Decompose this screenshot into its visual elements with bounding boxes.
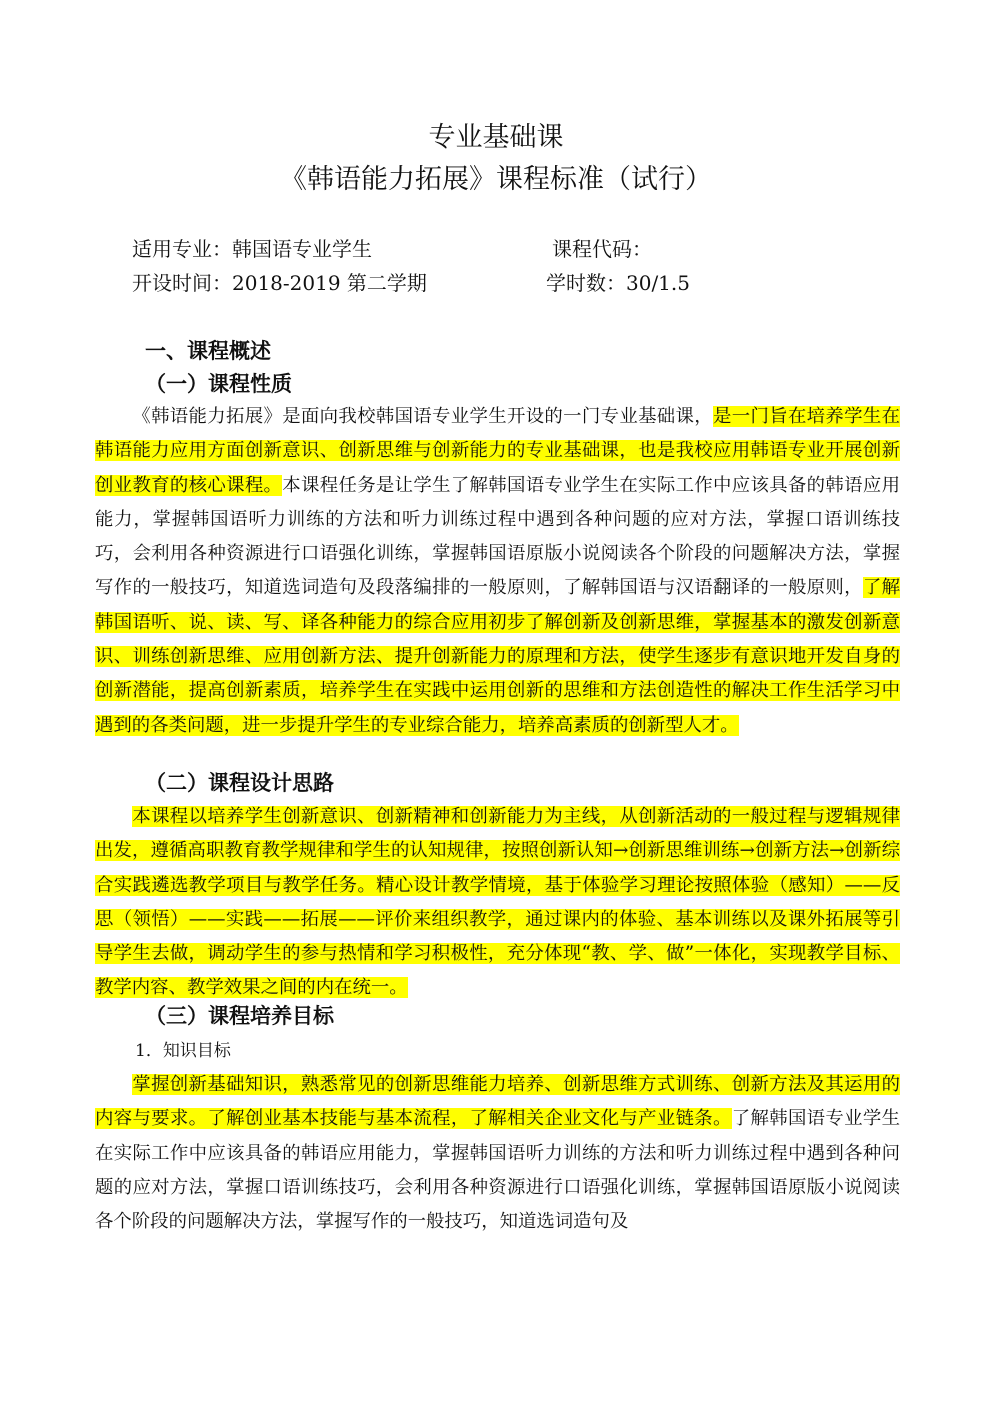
paragraph-text: 《韩语能力拓展》是面向我校韩国语专业学生开设的一门专业基础课， <box>132 406 714 427</box>
meta-hours: 学时数：30/1.5 <box>546 271 690 295</box>
paragraph-knowledge-goals <box>95 1068 900 1239</box>
paragraph-text: 本课程任务是让学生了解韩国语专业学生在实际工作中应该具备的韩语应用能力，掌握韩国语听力训练的方法和听力训练过程中遇到各种问题的应对方法，掌握口语训练技巧，会利用各种资源进行口语强化训练，掌握韩国语原版小说阅读各个阶段的问题解决方法，掌握写作的一般技巧，知道选词造句及段落编排的一般原则，了解韩国语与汉语翻译的一般原则， <box>95 474 900 599</box>
meta-term: 开设时间：2018-2019 第二学期 <box>132 271 427 295</box>
sub-heading-knowledge: 1．知识目标 <box>135 1041 231 1061</box>
section-heading-overview: 一、课程概述 <box>145 339 271 363</box>
document-title: 《韩语能力拓展》课程标准（试行） <box>280 164 712 195</box>
paragraph-design-idea <box>95 800 900 1006</box>
meta-major: 适用专业：韩国语专业学生 <box>132 237 372 261</box>
subsection-heading-goals: （三）课程培养目标 <box>145 1004 334 1028</box>
subsection-heading-nature: （一）课程性质 <box>145 372 292 396</box>
subsection-heading-design: （二）课程设计思路 <box>145 771 334 795</box>
course-category: 专业基础课 <box>428 122 564 153</box>
highlighted-text: 是一门旨在培养学生在韩语能力应用方面创新意识、创新思维与创新能力的专业基础课，也是我校应用韩语专业开展创新创业教育的核心课程。 <box>95 406 900 496</box>
highlighted-text: 掌握创新基础知识，熟悉常见的创新思维能力培养、创新思维方式训练、创新方法及其运用的内容与要求。了解创业基本技能与基本流程，了解相关企业文化与产业链条。 <box>95 1074 900 1130</box>
paragraph-text: 了解韩国语专业学生在实际工作中应该具备的韩语应用能力，掌握韩国语听力训练的方法和听力训练过程中遇到各种问题的应对方法，掌握口语训练技巧，会利用各种资源进行口语强化训练，掌握韩国语原版小说阅读各个阶段的问题解决方法，掌握写作的一般技巧，知道选词造句及 <box>95 1108 900 1233</box>
meta-course-code: 课程代码： <box>552 237 652 261</box>
paragraph-course-nature <box>95 400 900 743</box>
highlighted-text: 了解韩国语听、说、读、写、译各种能力的综合应用初步了解创新及创新思维，掌握基本的激发创新意识、训练创新思维、应用创新方法、提升创新能力的原理和方法，使学生逐步有意识地开发自身的创新潜能，提高创新素质，培养学生在实践中运用创新的思维和方法创造性的解决工作生活学习中遇到的各类问题，进一步提升学生的专业综合能力，培养高素质的创新型人才。 <box>95 577 900 736</box>
highlighted-text: 本课程以培养学生创新意识、创新精神和创新能力为主线，从创新活动的一般过程与逻辑规律出发，遵循高职教育教学规律和学生的认知规律，按照创新认知→创新思维训练→创新方法→创新综合实践遴选教学项目与教学任务。精心设计教学情境，基于体验学习理论按照体验（感知）——反思（领悟）——实践——拓展——评价来组织教学，通过课内的体验、基本训练以及课外拓展等引导学生去做，调动学生的参与热情和学习积极性，充分体现“教、学、做”一体化，实现教学目标、教学内容、教学效果之间的内在统一。 <box>95 806 900 999</box>
